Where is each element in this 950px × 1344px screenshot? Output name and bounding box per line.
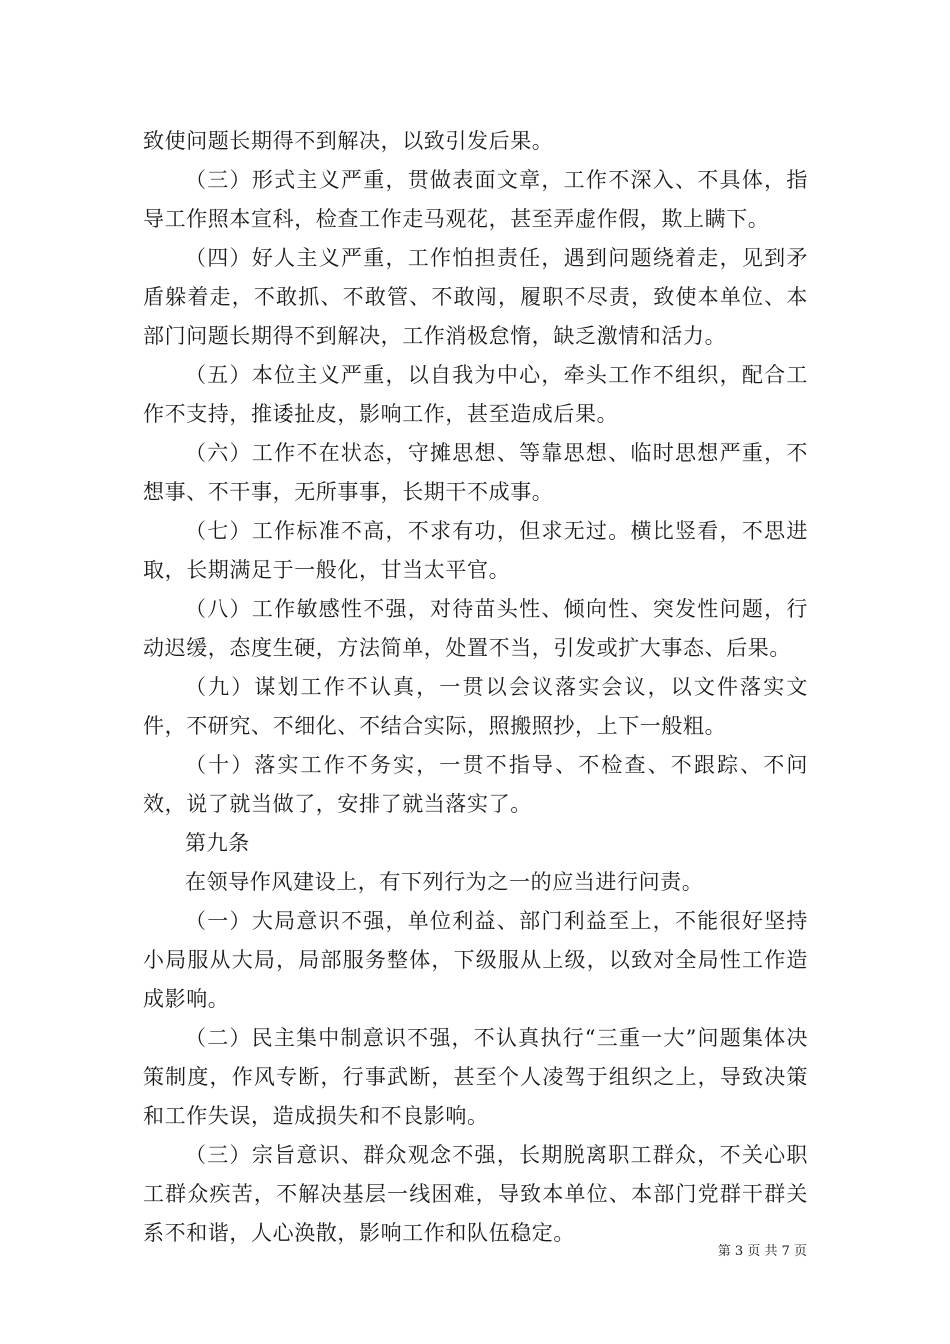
paragraph: （三）宗旨意识、群众观念不强，长期脱离职工群众，不关心职工群众疾苦，不解决基层一线困难，导致本单位、本部门党群干群关系不和谐，人心涣散，影响工作和队伍稳定。 — [143, 1143, 808, 1245]
paragraph: （五）本位主义严重，以自我为中心，牵头工作不组织，配合工作不支持，推诿扯皮，影响工作，甚至造成后果。 — [143, 363, 808, 426]
paragraph: （四）好人主义严重，工作怕担责任，遇到问题绕着走，见到矛盾躲着走，不敢抓、不敢管、不敢闯，履职不尽责，致使本单位、本部门问题长期得不到解决，工作消极怠惰，缺乏激情和活力。 — [143, 246, 808, 348]
paragraph: （十）落实工作不务实，一贯不指导、不检查、不跟踪、不问效，说了就当做了，安排了就当落实了。 — [143, 753, 808, 816]
paragraph: 在领导作风建设上，有下列行为之一的应当进行问责。 — [185, 870, 704, 894]
paragraph: （七）工作标准不高，不求有功，但求无过。横比竖看，不思进取，长期满足于一般化，甘当太平官。 — [143, 519, 808, 582]
page-number: 第 3 页 共 7 页 — [717, 1244, 807, 1259]
paragraph: （二）民主集中制意识不强，不认真执行“三重一大”问题集体决策制度，作风专断，行事武断，甚至个人凌驾于组织之上，导致决策和工作失误，造成损失和不良影响。 — [143, 1026, 808, 1128]
paragraph: （六）工作不在状态，守摊思想、等靠思想、临时思想严重，不想事、不干事，无所事事，长期干不成事。 — [143, 441, 808, 504]
document-body — [143, 122, 808, 1253]
paragraph: （一）大局意识不强，单位利益、部门利益至上，不能很好坚持小局服从大局，局部服务整体，下级服从上级，以致对全局性工作造成影响。 — [143, 909, 808, 1011]
paragraph: （八）工作敏感性不强，对待苗头性、倾向性、突发性问题，行动迟缓，态度生硬，方法简单，处置不当，引发或扩大事态、后果。 — [143, 597, 808, 660]
paragraph: （三）形式主义严重，贯做表面文章，工作不深入、不具体，指导工作照本宣科，检查工作走马观花，甚至弄虚作假，欺上瞒下。 — [143, 168, 808, 231]
paragraph: （九）谋划工作不认真，一贯以会议落实会议，以文件落实文件，不研究、不细化、不结合实际，照搬照抄，上下一般粗。 — [143, 675, 808, 738]
article-heading: 第九条 — [185, 831, 250, 855]
paragraph: 致使问题长期得不到解决，以致引发后果。 — [143, 129, 554, 153]
